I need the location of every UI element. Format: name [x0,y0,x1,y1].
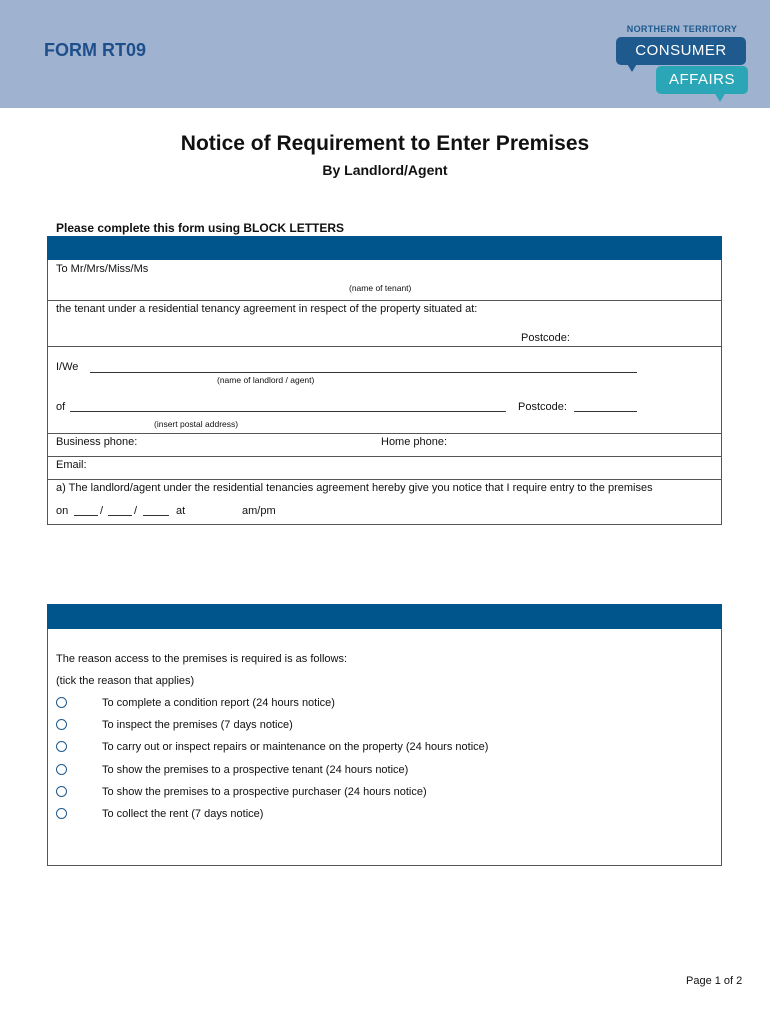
page-title: Notice of Requirement to Enter Premises [180,132,590,155]
entry-notice-text: a) The landlord/agent under the residential tenancies agreement hereby give you notice that I require entry to the premises [56,482,653,494]
entry-notice-row [48,480,721,524]
postal-address-caption: (insert postal address) [154,419,239,429]
reason-radio-condition-report[interactable] [56,697,67,708]
reason-radio-prospective-tenant[interactable] [56,764,67,775]
logo-affairs-bubble: AFFAIRS [656,66,748,94]
postal-postcode-field[interactable] [574,411,637,412]
page-number: Page 1 of 2 [686,975,743,987]
reason-radio-prospective-purchaser[interactable] [56,786,67,797]
reason-radio-repairs[interactable] [56,741,67,752]
section-2-header-bar [47,604,722,629]
reason-label: To inspect the premises (7 days notice) [102,719,293,731]
reason-radio-collect-rent[interactable] [56,808,67,819]
section-2-box [47,629,722,866]
form-code: FORM RT09 [44,40,147,60]
reason-radio-inspect[interactable] [56,719,67,730]
of-label: of [56,401,66,413]
reason-label: To collect the rent (7 days notice) [102,808,264,820]
property-postcode-label: Postcode: [521,332,570,344]
to-label: To Mr/Mrs/Miss/Ms [56,263,149,275]
section-1-header-bar [47,236,722,260]
at-label: at [176,505,186,517]
logo-bubble-tail [626,62,638,72]
date-separator: / [134,505,138,517]
iwe-label: I/We [56,361,79,373]
email-row [48,457,721,480]
consumer-affairs-logo [616,24,748,102]
reason-label: To show the premises to a prospective tenant (24 hours notice) [102,764,409,776]
tick-instruction: (tick the reason that applies) [56,675,195,687]
ampm-label: am/pm [242,505,276,517]
entry-year-field[interactable] [143,515,169,516]
on-label: on [56,505,69,517]
entry-day-field[interactable] [74,515,98,516]
tenant-name-caption: (name of tenant) [349,283,412,293]
email-label: Email: [56,459,87,471]
reason-label: To complete a condition report (24 hours notice) [102,697,335,709]
home-phone-label: Home phone: [381,436,448,448]
page-header [0,0,770,108]
logo-bubble-tail [714,92,726,102]
reason-label: To carry out or inspect repairs or maintenance on the property (24 hours notice) [102,741,489,753]
landlord-row [48,347,721,434]
logo-territory-text: NORTHERN TERRITORY [626,24,738,34]
reason-label: To show the premises to a prospective purchaser (24 hours notice) [102,786,427,798]
date-separator: / [100,505,104,517]
landlord-name-caption: (name of landlord / agent) [217,375,315,385]
postal-address-field[interactable] [70,411,506,412]
logo-consumer-bubble: CONSUMER [616,37,746,65]
section-1-box [47,260,722,525]
form-instruction: Please complete this form using BLOCK LETTERS [56,221,345,235]
reason-intro: The reason access to the premises is required is as follows: [56,653,348,665]
page-subtitle: By Landlord/Agent [322,162,448,178]
property-description: the tenant under a residential tenancy agreement in respect of the property situated at: [56,303,478,315]
tenant-name-row [48,260,721,301]
property-address-row [48,301,721,347]
landlord-name-field[interactable] [90,372,637,373]
phone-row [48,434,721,457]
postal-postcode-label: Postcode: [518,401,567,413]
business-phone-label: Business phone: [56,436,138,448]
entry-month-field[interactable] [108,515,132,516]
